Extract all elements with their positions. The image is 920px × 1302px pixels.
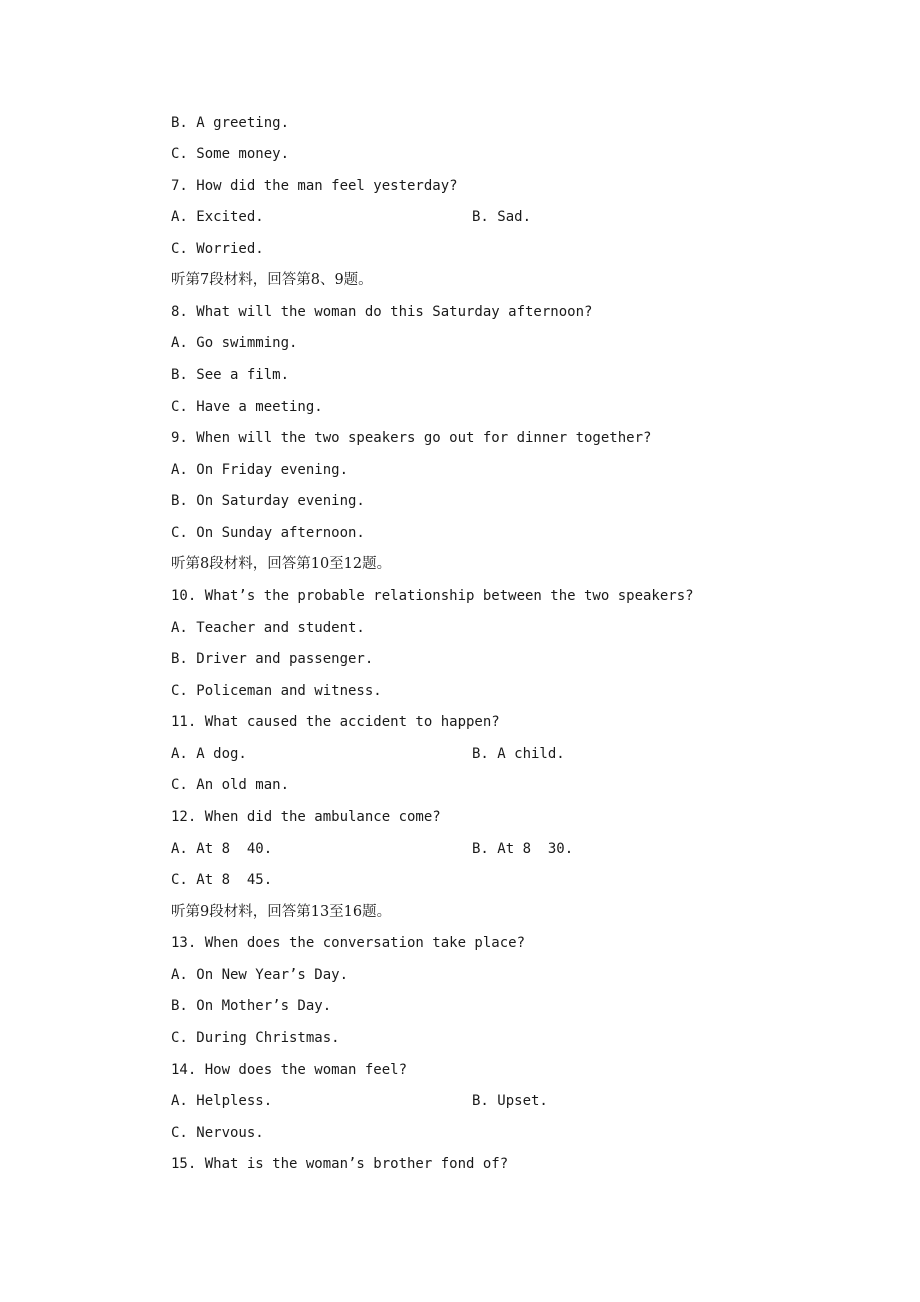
q7-option-b: B. Sad. — [472, 209, 532, 225]
question-8: 8. What will the woman do this Saturday afternoon? — [171, 304, 593, 320]
q9-option-c: C. On Sunday afternoon. — [171, 525, 365, 541]
q8-option-c: C. Have a meeting. — [171, 399, 323, 415]
question-12: 12. When did the ambulance come? — [171, 809, 441, 825]
q12-option-a: A. At 8 40. — [171, 841, 273, 857]
q11-option-c: C. An old man. — [171, 777, 290, 793]
question-15: 15. What is the woman’s brother fond of? — [171, 1156, 509, 1172]
question-7: 7. How did the man feel yesterday? — [171, 178, 458, 194]
section-heading-7: 听第7段材料，回答第8、9题。 — [171, 272, 373, 288]
q14-option-b: B. Upset. — [472, 1093, 548, 1109]
question-10: 10. What’s the probable relationship between the two speakers? — [171, 588, 694, 604]
q10-option-b: B. Driver and passenger. — [171, 651, 374, 667]
question-14: 14. How does the woman feel? — [171, 1062, 408, 1078]
q13-option-c: C. During Christmas. — [171, 1030, 340, 1046]
q7-option-c: C. Worried. — [171, 241, 264, 257]
q6-option-c: C. Some money. — [171, 146, 290, 162]
q13-option-b: B. On Mother’s Day. — [171, 998, 332, 1014]
q10-option-c: C. Policeman and witness. — [171, 683, 382, 699]
q10-option-a: A. Teacher and student. — [171, 620, 365, 636]
q9-option-b: B. On Saturday evening. — [171, 493, 365, 509]
q8-option-a: A. Go swimming. — [171, 335, 298, 351]
q9-option-a: A. On Friday evening. — [171, 462, 349, 478]
section-heading-8: 听第8段材料，回答第10至12题。 — [171, 556, 392, 572]
section-heading-9: 听第9段材料，回答第13至16题。 — [171, 904, 392, 920]
q12-option-c: C. At 8 45. — [171, 872, 273, 888]
q14-option-c: C. Nervous. — [171, 1125, 264, 1141]
q7-option-a: A. Excited. — [171, 209, 264, 225]
q12-option-b: B. At 8 30. — [472, 841, 574, 857]
q14-option-a: A. Helpless. — [171, 1093, 273, 1109]
q8-option-b: B. See a film. — [171, 367, 290, 383]
question-13: 13. When does the conversation take place? — [171, 935, 526, 951]
question-11: 11. What caused the accident to happen? — [171, 714, 500, 730]
q11-option-b: B. A child. — [472, 746, 565, 762]
question-9: 9. When will the two speakers go out for dinner together? — [171, 430, 652, 446]
q6-option-b: B. A greeting. — [171, 115, 290, 131]
q11-option-a: A. A dog. — [171, 746, 247, 762]
q13-option-a: A. On New Year’s Day. — [171, 967, 349, 983]
